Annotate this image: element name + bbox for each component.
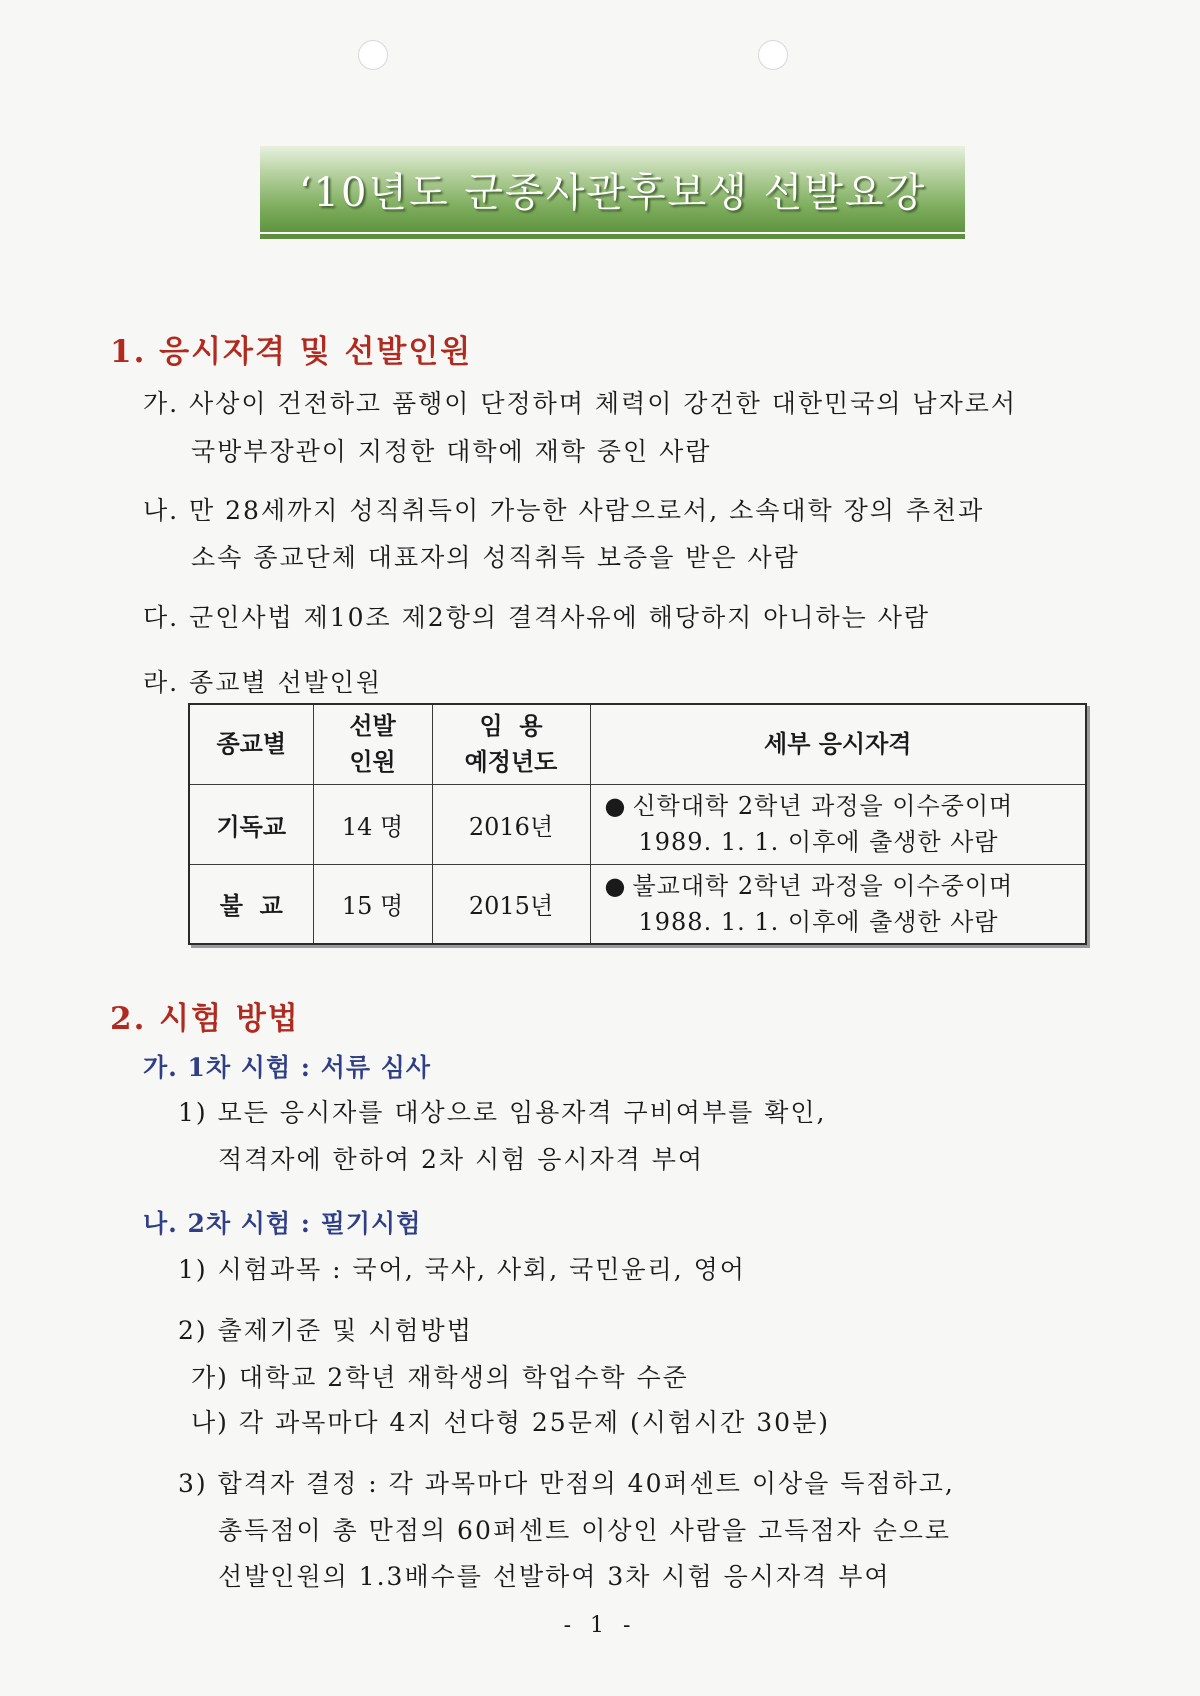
section2-na-item3-line1: 3) 합격자 결정 : 각 과목마다 만점의 40퍼센트 이상을 득점하고, <box>178 1469 955 1498</box>
section2-na-item2: 2) 출제기준 및 시험방법 <box>178 1316 473 1345</box>
section2-ga-heading: 가. 1차 시험 : 서류 심사 <box>143 1053 432 1082</box>
detail-line2: 1988. 1. 1. 이후에 출생한 사람 <box>638 907 999 936</box>
header-count-line2: 인원 <box>349 747 396 777</box>
cell-religion: 기독교 <box>189 784 313 864</box>
section2-na-item1: 1) 시험과목 : 국어, 국사, 사회, 국민윤리, 영어 <box>178 1255 746 1284</box>
section2-ga-item1-line1: 1) 모든 응시자를 대상으로 임용자격 구비여부를 확인, <box>178 1098 827 1127</box>
section2-na-item2-a: 가) 대학교 2학년 재학생의 학업수학 수준 <box>191 1363 689 1392</box>
document-title-banner <box>260 146 965 240</box>
title-bar <box>260 146 965 232</box>
header-year-line2: 예정년도 <box>464 747 558 777</box>
header-detail: 세부 응시자격 <box>590 704 1086 784</box>
section2-na-heading: 나. 2차 시험 : 필기시험 <box>143 1209 422 1238</box>
section1-ga-line1: 가. 사상이 건전하고 품행이 단정하며 체력이 강건한 대한민국의 남자로서 <box>143 389 1018 418</box>
header-religion: 종교별 <box>189 704 313 784</box>
detail-line2: 1989. 1. 1. 이후에 출생한 사람 <box>638 828 999 856</box>
table-row <box>189 864 1086 944</box>
page-number: - 1 - <box>563 1613 637 1638</box>
detail-line1: 불교대학 2학년 과정을 이수중이며 <box>632 871 1014 900</box>
document-title: ‘10년도 군종사관후보생 선발요강 <box>298 169 927 216</box>
section2-na-item3-line3: 선발인원의 1.3배수를 선발하여 3차 시험 응시자격 부여 <box>218 1562 891 1591</box>
section1-na-line1: 나. 만 28세까지 성직취득이 가능한 사람으로서, 소속대학 장의 추천과 <box>143 496 985 525</box>
bullet-icon: ● <box>604 871 627 900</box>
header-count-line1: 선발 <box>349 711 396 741</box>
cell-year: 2016년 <box>432 784 590 864</box>
cell-count: 15 명 <box>313 864 432 944</box>
cell-detail <box>590 784 1086 864</box>
cell-religion: 불 교 <box>189 864 313 944</box>
cell-count: 14 명 <box>313 784 432 864</box>
detail-line1: 신학대학 2학년 과정을 이수중이며 <box>632 792 1014 820</box>
section1-ra-line1: 라. 종교별 선발인원 <box>143 668 383 697</box>
table-header-row <box>189 704 1086 784</box>
section1-da-line1: 다. 군인사법 제10조 제2항의 결격사유에 해당하지 아니하는 사람 <box>143 603 931 632</box>
selection-quota-table <box>188 703 1087 945</box>
punch-hole-right <box>758 40 788 70</box>
bullet-icon: ● <box>604 792 627 820</box>
table-row <box>189 784 1086 864</box>
punch-hole-left <box>358 40 388 70</box>
section2-na-item2-b: 나) 각 과목마다 4지 선다형 25문제 (시험시간 30분) <box>191 1408 830 1437</box>
section2-na-item3-line2: 총득점이 총 만점의 60퍼센트 이상인 사람을 고득점자 순으로 <box>218 1516 952 1545</box>
section1-heading: 1. 응시자격 및 선발인원 <box>110 334 473 370</box>
cell-detail <box>590 864 1086 944</box>
title-underline <box>260 234 965 239</box>
section2-heading: 2. 시험 방법 <box>110 1001 300 1037</box>
section2-ga-item1-line2: 적격자에 한하여 2차 시험 응시자격 부여 <box>218 1145 705 1174</box>
section1-ga-line2: 국방부장관이 지정한 대학에 재학 중인 사람 <box>191 437 712 466</box>
section1-na-line2: 소속 종교단체 대표자의 성직취득 보증을 받은 사람 <box>191 543 800 572</box>
cell-year: 2015년 <box>432 864 590 944</box>
header-year-line1: 임 용 <box>479 711 543 741</box>
header-year <box>432 704 590 784</box>
header-count <box>313 704 432 784</box>
